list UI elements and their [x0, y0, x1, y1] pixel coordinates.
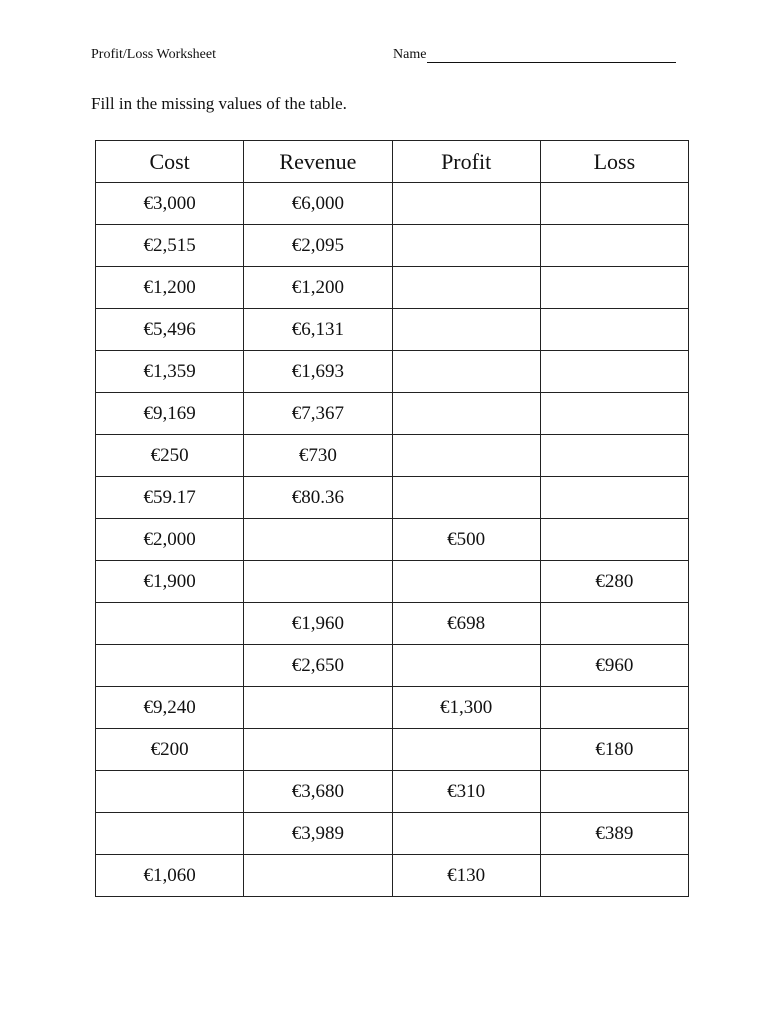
table-row [96, 183, 689, 225]
name-field [393, 47, 676, 63]
table-header-row [96, 141, 689, 183]
cell-profit: €130 [392, 855, 540, 897]
cell-revenue: €6,131 [244, 309, 392, 351]
cell-cost: €3,000 [96, 183, 244, 225]
profit-loss-table [95, 140, 689, 897]
blank-cell-profit[interactable] [392, 645, 540, 687]
cell-cost: €1,060 [96, 855, 244, 897]
cell-cost: €5,496 [96, 309, 244, 351]
blank-cell-profit[interactable] [392, 267, 540, 309]
blank-cell-loss[interactable] [540, 855, 688, 897]
cell-profit: €1,300 [392, 687, 540, 729]
table-row [96, 561, 689, 603]
cell-profit: €698 [392, 603, 540, 645]
blank-cell-revenue[interactable] [244, 855, 392, 897]
blank-cell-profit[interactable] [392, 477, 540, 519]
column-header-cost: Cost [96, 141, 244, 183]
worksheet-title: Profit/Loss Worksheet [91, 47, 216, 62]
table-row [96, 267, 689, 309]
table-row [96, 309, 689, 351]
blank-cell-cost[interactable] [96, 771, 244, 813]
table-row [96, 477, 689, 519]
cell-revenue: €1,960 [244, 603, 392, 645]
cell-loss: €280 [540, 561, 688, 603]
blank-cell-loss[interactable] [540, 687, 688, 729]
blank-cell-loss[interactable] [540, 393, 688, 435]
blank-cell-cost[interactable] [96, 813, 244, 855]
cell-cost: €9,240 [96, 687, 244, 729]
blank-cell-cost[interactable] [96, 603, 244, 645]
instructions-text: Fill in the missing values of the table. [91, 94, 347, 113]
cell-loss: €389 [540, 813, 688, 855]
blank-cell-profit[interactable] [392, 435, 540, 477]
blank-cell-profit[interactable] [392, 309, 540, 351]
column-header-profit: Profit [392, 141, 540, 183]
table-row [96, 351, 689, 393]
table-row [96, 603, 689, 645]
table-row [96, 813, 689, 855]
table-row [96, 393, 689, 435]
blank-cell-revenue[interactable] [244, 561, 392, 603]
blank-cell-loss[interactable] [540, 603, 688, 645]
cell-cost: €2,000 [96, 519, 244, 561]
name-blank-line[interactable] [427, 48, 676, 63]
table-row [96, 729, 689, 771]
cell-cost: €1,200 [96, 267, 244, 309]
cell-revenue: €6,000 [244, 183, 392, 225]
column-header-revenue: Revenue [244, 141, 392, 183]
blank-cell-loss[interactable] [540, 309, 688, 351]
cell-profit: €500 [392, 519, 540, 561]
cell-loss: €180 [540, 729, 688, 771]
cell-loss: €960 [540, 645, 688, 687]
blank-cell-loss[interactable] [540, 519, 688, 561]
blank-cell-profit[interactable] [392, 351, 540, 393]
blank-cell-profit[interactable] [392, 813, 540, 855]
cell-revenue: €3,680 [244, 771, 392, 813]
cell-revenue: €80.36 [244, 477, 392, 519]
blank-cell-profit[interactable] [392, 183, 540, 225]
table-row [96, 855, 689, 897]
cell-cost: €1,900 [96, 561, 244, 603]
cell-revenue: €1,200 [244, 267, 392, 309]
cell-profit: €310 [392, 771, 540, 813]
cell-revenue: €2,095 [244, 225, 392, 267]
cell-revenue: €1,693 [244, 351, 392, 393]
cell-cost: €200 [96, 729, 244, 771]
blank-cell-loss[interactable] [540, 351, 688, 393]
cell-cost: €1,359 [96, 351, 244, 393]
cell-cost: €59.17 [96, 477, 244, 519]
blank-cell-profit[interactable] [392, 393, 540, 435]
cell-cost: €2,515 [96, 225, 244, 267]
blank-cell-revenue[interactable] [244, 729, 392, 771]
blank-cell-loss[interactable] [540, 771, 688, 813]
blank-cell-loss[interactable] [540, 267, 688, 309]
cell-revenue: €730 [244, 435, 392, 477]
cell-cost: €9,169 [96, 393, 244, 435]
cell-revenue: €2,650 [244, 645, 392, 687]
blank-cell-loss[interactable] [540, 477, 688, 519]
cell-cost: €250 [96, 435, 244, 477]
blank-cell-cost[interactable] [96, 645, 244, 687]
blank-cell-loss[interactable] [540, 225, 688, 267]
table-body [96, 183, 689, 897]
blank-cell-loss[interactable] [540, 435, 688, 477]
name-label: Name [393, 47, 427, 62]
cell-revenue: €7,367 [244, 393, 392, 435]
table-row [96, 771, 689, 813]
blank-cell-profit[interactable] [392, 561, 540, 603]
table-row [96, 687, 689, 729]
blank-cell-profit[interactable] [392, 225, 540, 267]
blank-cell-profit[interactable] [392, 729, 540, 771]
table-row [96, 225, 689, 267]
table-row [96, 435, 689, 477]
table-row [96, 645, 689, 687]
blank-cell-revenue[interactable] [244, 687, 392, 729]
blank-cell-loss[interactable] [540, 183, 688, 225]
cell-revenue: €3,989 [244, 813, 392, 855]
column-header-loss: Loss [540, 141, 688, 183]
table-row [96, 519, 689, 561]
blank-cell-revenue[interactable] [244, 519, 392, 561]
